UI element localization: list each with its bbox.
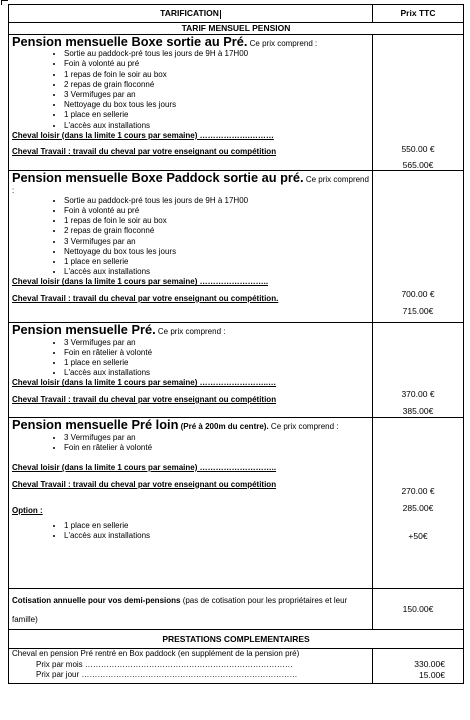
pension-block-box-pre	[9, 35, 464, 171]
list-item: • Nettoyage du box tous les jours	[64, 100, 369, 110]
text-cursor	[220, 10, 221, 19]
list-item: • Nettoyage du box tous les jours	[64, 247, 369, 257]
price-option: +50€	[408, 530, 428, 541]
header-cell-prix	[373, 5, 464, 23]
travail-line: Cheval Travail : travail du cheval par votre enseignant ou compétition	[12, 147, 277, 157]
list-item: • Prix par mois ……………………………………………………………………	[36, 660, 369, 670]
price-loisir: 700.00 €	[401, 289, 435, 300]
list-item: • Foin en râtelier à volonté	[64, 443, 369, 453]
list-item: • 3 Vermifuges par an	[64, 338, 369, 348]
list-item: • Prix par jour ………………………………………………………………………	[36, 670, 369, 680]
price-cell	[373, 171, 464, 323]
prestation-text: Cheval en pension Pré rentré en Box paddock (en supplément de la pension pré)	[12, 649, 300, 659]
table-header-row	[9, 5, 464, 23]
prestation-row	[9, 649, 464, 684]
loisir-detail: (dans la limite 1 cours par semaine) ……………………..…	[59, 378, 277, 388]
list-item: • Foin à volonté au pré	[64, 206, 369, 216]
included-list	[12, 49, 369, 131]
pension-description	[9, 171, 373, 323]
list-item: • 1 place en sellerie	[64, 110, 369, 120]
pension-intro: Ce prix comprend :	[268, 422, 339, 432]
cotisation-price: 150.00€	[373, 589, 464, 630]
prestation-prices	[373, 649, 464, 684]
prestation-list	[12, 660, 369, 680]
loisir-line	[12, 131, 369, 142]
cotisation-detail: (pas de cotisation pour les propriétaires et leur famille)	[12, 596, 348, 625]
price-cell	[373, 323, 464, 418]
loisir-label: Cheval loisir	[12, 277, 60, 287]
price-cell	[373, 418, 464, 589]
included-list	[12, 433, 369, 453]
price-per-month: 330.00€	[414, 659, 445, 670]
option-label: Option :	[12, 506, 43, 516]
loisir-line	[12, 378, 369, 389]
included-list	[12, 196, 369, 278]
list-item: • 1 repas de foin le soir au box	[64, 70, 369, 80]
list-item: • L'accès aux installations	[64, 368, 369, 378]
travail-line: Cheval Travail : travail du cheval par votre enseignant ou compétition.	[12, 293, 279, 303]
travail-line: Cheval Travail : travail du cheval par votre enseignant ou compétition	[12, 394, 277, 404]
list-item: • 3 Vermifuges par an	[64, 237, 369, 247]
prestations-title-row	[9, 630, 464, 649]
list-item: • L'accès aux installations	[64, 531, 369, 541]
cotisation-text	[9, 589, 373, 630]
list-item: • L'accès aux installations	[64, 121, 369, 131]
pension-title: Pension mensuelle Boxe Paddock sortie au pré.	[12, 170, 304, 186]
list-item: • 3 Vermifuges par an	[64, 433, 369, 443]
section-title: TARIF MENSUEL PENSION	[9, 23, 464, 35]
pension-title: Pension mensuelle Pré.	[12, 322, 156, 338]
list-item: • Sortie au paddock-pré tous les jours de 9H à 17H00	[64, 196, 369, 206]
price-loisir: 270.00 €	[401, 486, 435, 497]
pension-block-box-paddock	[9, 171, 464, 323]
list-item: • 1 place en sellerie	[64, 358, 369, 368]
list-item: • Foin à volonté au pré	[64, 59, 369, 69]
list-item: • Foin en râtelier à volonté	[64, 348, 369, 358]
price-per-day: 15.00€	[419, 669, 445, 680]
pricing-document	[8, 4, 463, 684]
pension-block-pre-loin	[9, 418, 464, 589]
travail-line: Cheval Travail : travail du cheval par votre enseignant ou compétition	[12, 479, 277, 489]
list-item: • 2 repas de grain floconné	[64, 226, 369, 236]
price-travail: 385.00€	[402, 405, 434, 416]
header-cell-tarification[interactable]	[9, 5, 373, 23]
pension-description	[9, 35, 373, 171]
pension-description	[9, 418, 373, 589]
list-item: • 1 place en sellerie	[64, 257, 369, 267]
loisir-detail: (dans la limite 1 cours par semaine) ……………….………	[59, 130, 274, 140]
list-item: • 1 repas de foin le soir au box	[64, 216, 369, 226]
pricing-table	[8, 4, 464, 684]
price-loisir: 370.00 €	[401, 389, 435, 400]
loisir-detail: (dans la limite 1 cours par semaine) ………………………..	[59, 463, 277, 473]
cotisation-row	[9, 589, 464, 630]
loisir-detail: (dans la limite 1 cours par semaine) ……………………..	[59, 277, 269, 287]
price-loisir: 550.00 €	[401, 144, 435, 154]
section-title-row	[9, 23, 464, 35]
pension-intro: Ce prix comprend :	[12, 175, 369, 195]
loisir-line	[12, 463, 369, 474]
pension-title-note: (Pré à 200m du centre).	[178, 422, 269, 432]
option-list	[12, 521, 369, 541]
loisir-label: Cheval loisir	[12, 463, 60, 473]
cotisation-label: Cotisation annuelle pour vos demi-pensions	[12, 596, 181, 606]
header-label-prix: Prix TTC	[400, 8, 436, 19]
pension-title: Pension mensuelle Pré loin	[12, 417, 179, 433]
pension-description	[9, 323, 373, 418]
pension-block-pre	[9, 323, 464, 418]
pension-intro: Ce prix comprend :	[247, 39, 318, 48]
loisir-line	[12, 277, 369, 288]
pension-intro: Ce prix comprend :	[155, 327, 226, 337]
list-item: • L'accès aux installations	[64, 267, 369, 277]
prestation-description	[9, 649, 373, 684]
price-cell	[373, 35, 464, 171]
page-corner-mark	[1, 0, 8, 5]
list-item: • Sortie au paddock-pré tous les jours de 9H à 17H00	[64, 49, 369, 59]
loisir-label: Cheval loisir	[12, 130, 60, 140]
price-travail: 715.00€	[402, 305, 434, 316]
included-list	[12, 338, 369, 379]
list-item: • 2 repas de grain floconné	[64, 80, 369, 90]
loisir-label: Cheval loisir	[12, 378, 60, 388]
prestations-title: PRESTATIONS COMPLEMENTAIRES	[9, 630, 464, 649]
list-item: • 1 place en sellerie	[64, 521, 369, 531]
price-travail: 565.00€	[402, 160, 434, 171]
pension-title: Pension mensuelle Boxe sortie au Pré.	[12, 34, 248, 49]
price-travail: 285.00€	[402, 502, 434, 513]
list-item: • 3 Vermifuges par an	[64, 90, 369, 100]
header-label-tarification: TARIFICATION	[160, 8, 219, 19]
